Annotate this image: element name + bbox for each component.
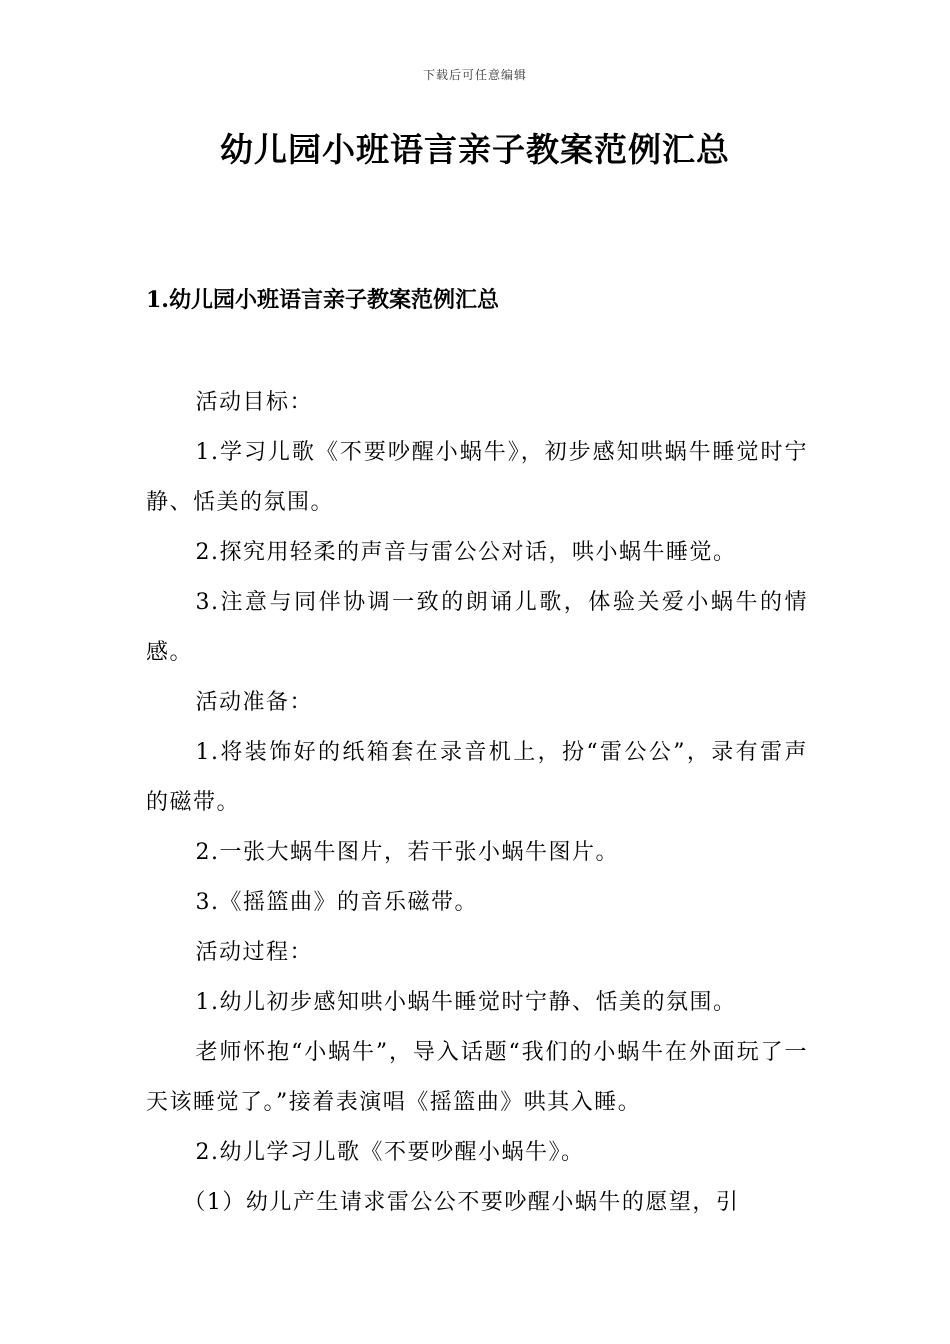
paragraph-preparation-3: 3.《摇篮曲》的音乐磁带。 <box>195 890 478 915</box>
paragraph-goal-3: 3.注意与同伴协调一致的朗诵儿歌，体验关爱小蜗牛的情感。 <box>146 590 808 665</box>
paragraph-process-1: 1.幼儿初步感知哄小蜗牛睡觉时宁静、恬美的氛围。 <box>195 990 737 1015</box>
document-title: 幼儿园小班语言亲子教案范例汇总 <box>220 130 730 169</box>
paragraph-preparation-2: 2.一张大蜗牛图片，若干张小蜗牛图片。 <box>195 840 619 865</box>
paragraph-goal-2: 2.探究用轻柔的声音与雷公公对话，哄小蜗牛睡觉。 <box>195 540 737 565</box>
paragraph-preparation-heading: 活动准备： <box>195 690 314 715</box>
section-heading: 1.幼儿园小班语言亲子教案范例汇总 <box>146 287 499 313</box>
paragraph-preparation-1: 1.将装饰好的纸箱套在录音机上，扮“雷公公”，录有雷声的磁带。 <box>146 740 808 815</box>
paragraph-goal-1: 1.学习儿歌《不要吵醒小蜗牛》，初步感知哄蜗牛睡觉时宁静、恬美的氛围。 <box>146 440 808 515</box>
paragraph-process-1-detail: 老师怀抱“小蜗牛”，导入话题“我们的小蜗牛在外面玩了一天该睡觉了。”接着表演唱《摇篮曲》哄其入睡。 <box>146 1040 808 1115</box>
header-note: 下载后可任意编辑 <box>422 68 527 82</box>
document-body <box>146 378 808 1228</box>
paragraph-goals-heading: 活动目标： <box>195 390 314 415</box>
paragraph-process-2: 2.幼儿学习儿歌《不要吵醒小蜗牛》。 <box>195 1140 585 1165</box>
paragraph-process-2-step-1: （1）幼儿产生请求雷公公不要吵醒小蜗牛的愿望，引 <box>183 1190 740 1215</box>
paragraph-process-heading: 活动过程： <box>195 940 314 965</box>
